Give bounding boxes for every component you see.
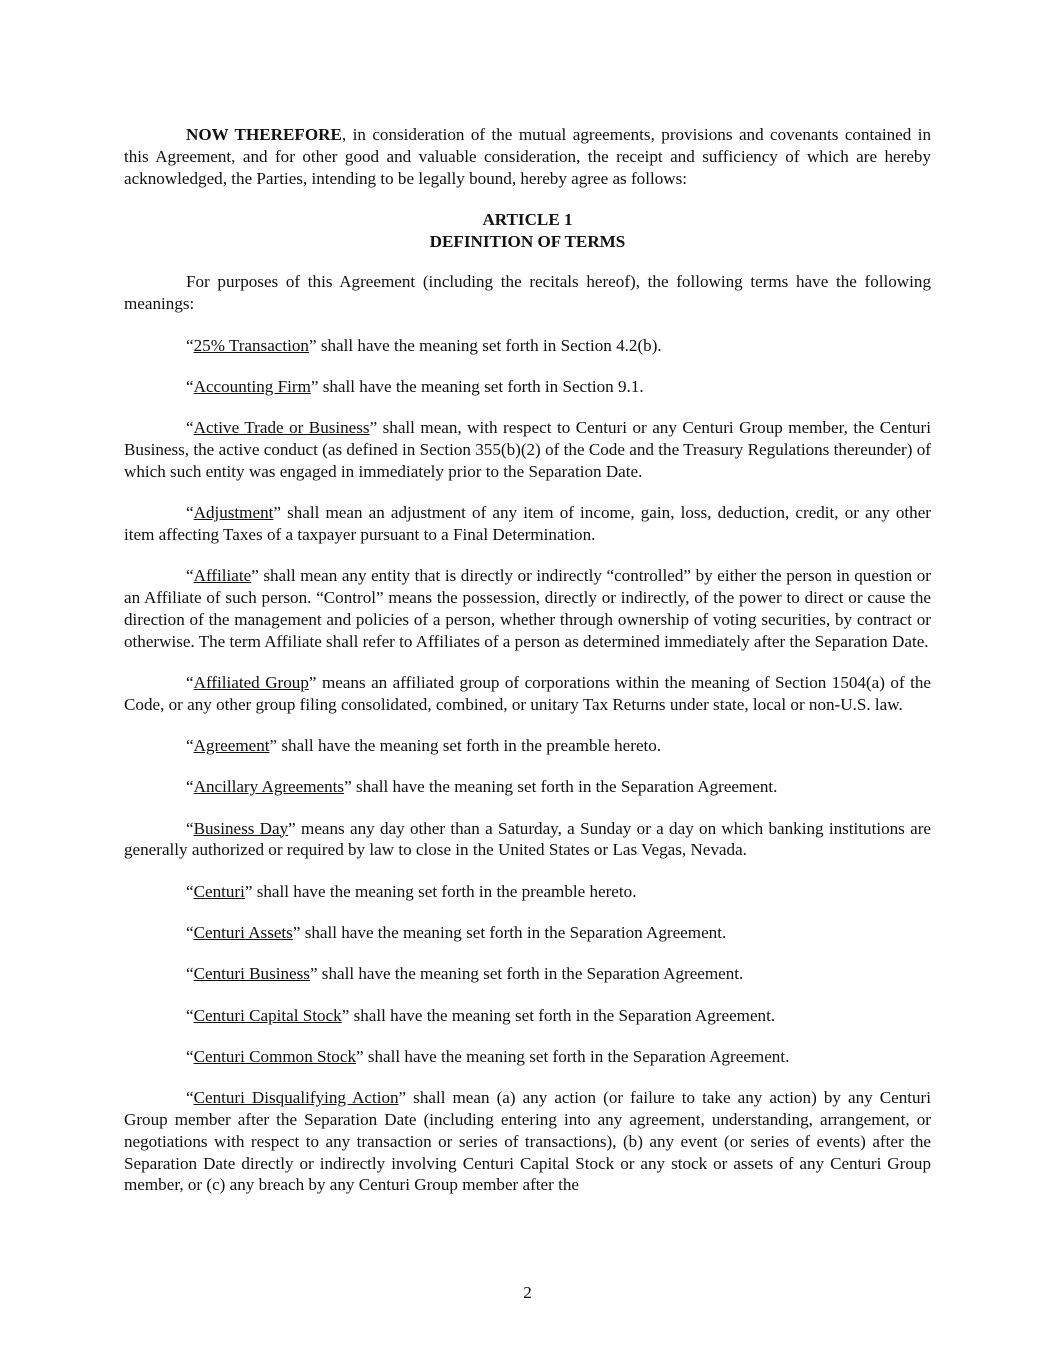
article-heading [124,209,931,253]
definition-text: ” shall have the meaning set forth in the preamble hereto. [269,735,662,755]
definition-text: ” shall have the meaning set forth in the preamble hereto. [244,881,637,901]
definition-paragraph: “25% Transaction” shall have the meaning set forth in Section 4.2(b). [186,335,662,355]
article-number: ARTICLE 1 [482,209,573,229]
definition-paragraph: “Centuri” shall have the meaning set forth in the preamble hereto. [186,881,637,901]
definition-text: ” means any day other than a Saturday, a Sunday or a day on which banking institutions are generally authorized or required by law to close in the United States or Las Vegas, Nevada. [124,818,931,860]
definition-paragraph: “Adjustment” shall mean an adjustment of any item of income, gain, loss, deduction, credit, or any other item affecting Taxes of a taxpayer pursuant to a Final Determination. [124,503,931,544]
intro-text: , in consideration of the mutual agreements, provisions and covenants contained in this Agreement, and for other good and valuable consideration, the receipt and sufficiency of which are hereby acknowledged, the Parties, intending to be legally bound, hereby agree as follows: [124,125,932,188]
definition-text: ” shall mean an adjustment of any item of income, gain, loss, deduction, credit, or any other item affecting Taxes of a taxpayer pursuant to a Final Determination. [124,503,931,544]
definition-text: ” shall mean, with respect to Centuri or any Centuri Group member, the Centuri Business, the active conduct (as defined in Section 355(b)(2) of the Code and the Treasury Regulations thereunder) of which such entity was engaged in immediately prior to the Separation Date. [124,418,931,481]
definitions-list [124,335,931,1197]
defined-term: Centuri Capital Stock [193,1005,342,1025]
definition-text: ” shall mean any entity that is directly or indirectly “controlled” by either the person in question or an Affiliate of such person. “Control” means the possession, directly or indirectly, of the power to direct or cause the direction of the management and policies of a person, whether through ownership of voting securities, by contract or otherwise. The term Affiliate shall refer to Affiliates of a person as determined immediately after the Separation Date. [124,566,931,651]
definition-paragraph: “Agreement” shall have the meaning set forth in the preamble hereto. [186,735,662,755]
definition-text: ” shall mean (a) any action (or failure to take any action) by any Centuri Group member after the Separation Date (including entering into any agreement, understanding, arrangement, or negotiations with respect to any transaction or series of transactions), (b) any event (or series of events) after the Separation Date directly or indirectly involving Centuri Capital Stock or any stock or assets of any Centuri Group member, or (c) any breach by any Centuri Group member after the [124,1088,931,1195]
definition-paragraph: “Centuri Capital Stock” shall have the meaning set forth in the Separation Agreement. [186,1005,776,1025]
definition-paragraph: “Affiliated Group” means an affiliated group of corporations within the meaning of Section 1504(a) of the Code, or any other group filing consolidated, combined, or unitary Tax Returns under state, local or non-U.S. law. [124,672,932,714]
defined-term: Adjustment [193,503,274,523]
intro-lead: NOW THEREFORE [186,125,342,144]
definition-text: ” means an affiliated group of corporations within the meaning of Section 1504(a) of the Code, or any other group filing consolidated, combined, or unitary Tax Returns under state, local or non-U.S. law. [124,672,932,714]
definition-text: ” shall have the meaning set forth in the Separation Agreement. [341,1005,776,1025]
definition-paragraph: “Centuri Disqualifying Action” shall mean (a) any action (or failure to take any action) by any Centuri Group member after the Separation Date (including entering into any agreement, understanding, arrangement, or negotiations with respect to any transaction or series of transactions), (b) any event (or series of events) after the Separation Date directly or indirectly involving Centuri Capital Stock or any stock or assets of any Centuri Group member, or (c) any breach by any Centuri Group member after the [124,1088,931,1195]
defined-term: Affiliate [193,566,252,586]
defined-term: Active Trade or Business [193,418,370,438]
definition-text: ” shall have the meaning set forth in the Separation Agreement. [309,964,744,984]
definition-paragraph: “Centuri Assets” shall have the meaning set forth in the Separation Agreement. [186,922,727,942]
definition-text: ” shall have the meaning set forth in the Separation Agreement. [355,1046,790,1066]
defined-term: Ancillary Agreements [193,777,345,797]
definition-paragraph: “Business Day” means any day other than a Saturday, a Sunday or a day on which banking institutions are generally authorized or required by law to close in the United States or Las Vegas, Nevada. [124,818,931,860]
definition-paragraph: “Ancillary Agreements” shall have the meaning set forth in the Separation Agreement. [186,777,778,797]
intro-paragraph [124,124,931,189]
definition-text: ” shall have the meaning set forth in the Separation Agreement. [344,777,778,797]
defined-term: Centuri Business [193,964,310,984]
definition-text: ” shall have the meaning set forth in the Separation Agreement. [292,922,727,942]
definition-text: ” shall have the meaning set forth in Section 9.1. [310,376,644,396]
document-page [124,124,931,1216]
defined-term: Agreement [193,735,270,755]
defined-term: Affiliated Group [193,672,309,692]
defined-term: Centuri [193,881,245,901]
article-title: DEFINITION OF TERMS [429,231,626,251]
definition-paragraph: “Accounting Firm” shall have the meaning set forth in Section 9.1. [186,376,644,396]
definition-paragraph: “Centuri Common Stock” shall have the meaning set forth in the Separation Agreement. [186,1046,790,1066]
definition-paragraph: “Affiliate” shall mean any entity that is directly or indirectly “controlled” by either the person in question or an Affiliate of such person. “Control” means the possession, directly or indirectly, of the power to direct or cause the direction of the management and policies of a person, whether through ownership of voting securities, by contract or otherwise. The term Affiliate shall refer to Affiliates of a person as determined immediately after the Separation Date. [124,566,931,651]
definition-paragraph: “Active Trade or Business” shall mean, with respect to Centuri or any Centuri Group member, the Centuri Business, the active conduct (as defined in Section 355(b)(2) of the Code and the Treasury Regulations thereunder) of which such entity was engaged in immediately prior to the Separation Date. [124,418,931,481]
defined-term: Centuri Common Stock [193,1046,356,1066]
purpose-paragraph: For purposes of this Agreement (including the recitals hereof), the following terms have the following meanings: [124,272,931,314]
defined-term: 25% Transaction [193,335,309,355]
defined-term: Centuri Assets [193,922,293,942]
defined-term: Centuri Disqualifying Action [193,1088,399,1108]
defined-term: Business Day [193,818,289,838]
definition-paragraph: “Centuri Business” shall have the meaning set forth in the Separation Agreement. [186,964,744,984]
defined-term: Accounting Firm [193,376,311,396]
definition-text: ” shall have the meaning set forth in Section 4.2(b). [308,335,662,355]
page-number: 2 [523,1283,532,1302]
